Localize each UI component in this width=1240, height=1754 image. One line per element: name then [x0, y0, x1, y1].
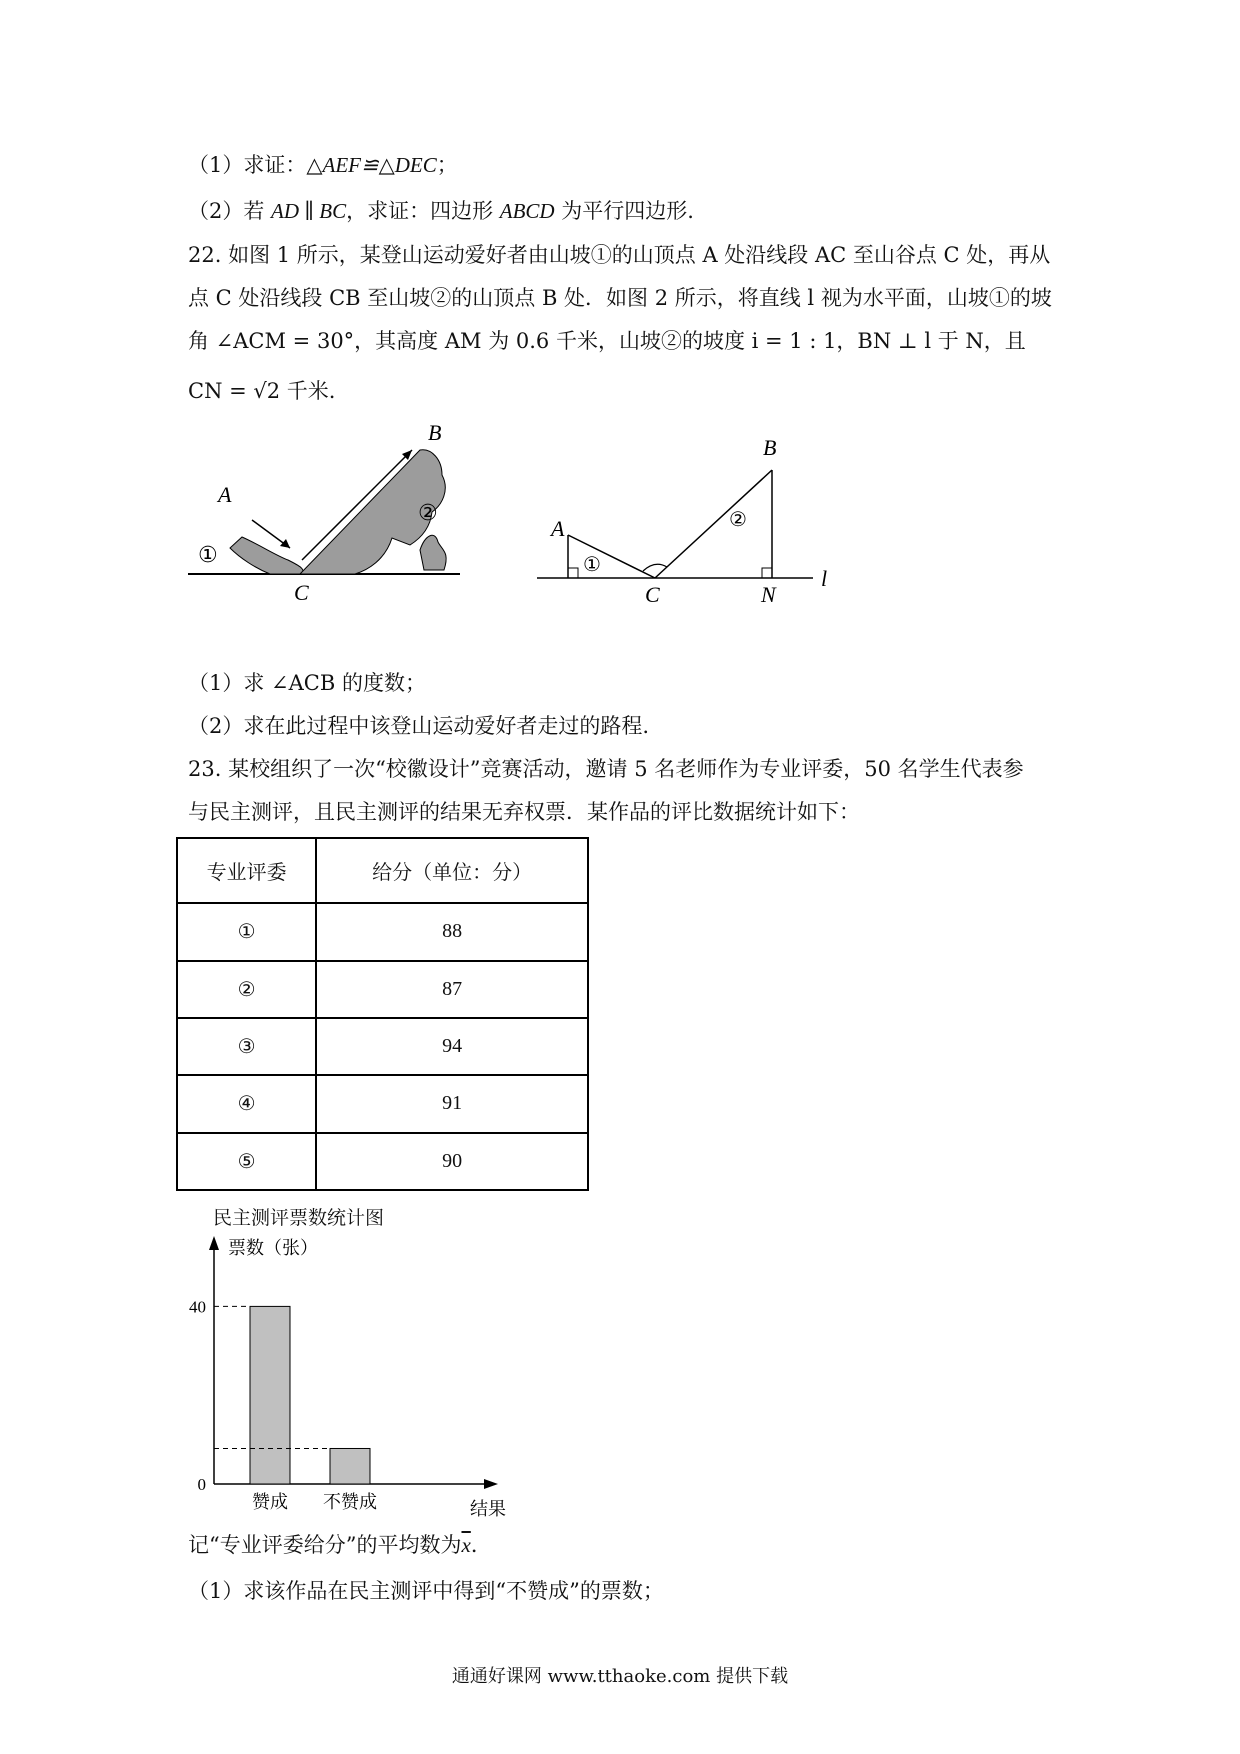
q22-line4: CN = √2 千米.: [188, 379, 336, 403]
fig2-label-c: C: [645, 582, 660, 607]
table-cell: ⑤: [177, 1133, 316, 1190]
fig1-slope1: ①: [198, 543, 218, 568]
y-tick-label: 40: [189, 1297, 206, 1317]
fig2-slope1: ①: [583, 552, 601, 576]
table-header: 给分（单位：分）: [316, 838, 588, 903]
score-table: [176, 837, 589, 1191]
fig2-label-a: A: [551, 516, 565, 541]
figure-2-geometry: [535, 430, 835, 610]
q22-part1: （1）求 ∠ACB 的度数；: [188, 671, 426, 695]
q21-part1: （1）求证：△AEF≌△DEC；: [188, 153, 458, 177]
figure-1-mountain: [180, 420, 480, 610]
fig2-label-n: N: [761, 582, 776, 607]
table-row: [177, 1018, 588, 1075]
category-label: 赞成: [252, 1492, 288, 1513]
y-tick-label: 0: [197, 1475, 206, 1494]
table-row: [177, 1075, 588, 1132]
q23-line2: 与民主测评，且民主测评的结果无弃权票．某作品的评比数据统计如下：: [188, 800, 860, 824]
table-row: [177, 961, 588, 1018]
table-cell: 91: [316, 1075, 588, 1132]
q23-line1: 23. 某校组织了一次“校徽设计”竞赛活动，邀请 5 名老师作为专业评委，50 名学生代表参: [188, 757, 1024, 781]
fig1-slope2: ②: [418, 501, 438, 526]
fig1-label-a: A: [218, 482, 232, 507]
q22-part2: （2）求在此过程中该登山运动爱好者走过的路程.: [188, 714, 650, 738]
bar: [330, 1448, 370, 1484]
fig1-label-c: C: [294, 580, 309, 605]
fig1-label-b: B: [428, 420, 442, 445]
x-axis-label: 结果: [470, 1499, 506, 1520]
chart-title: 民主测评票数统计图: [213, 1207, 385, 1229]
page-footer: 通通好课网 www.tthaoke.com 提供下载: [451, 1666, 789, 1687]
q23-part1: （1）求该作品在民主测评中得到“不赞成”的票数；: [188, 1579, 664, 1603]
table-row: [177, 903, 588, 960]
fig2-label-b: B: [763, 435, 777, 460]
q22-line1: 22. 如图 1 所示，某登山运动爱好者由山坡①的山顶点 A 处沿线段 AC 至山谷点 C 处，再从: [188, 243, 1051, 267]
vote-bar-chart: [180, 1232, 510, 1522]
y-axis-arrow: [209, 1236, 219, 1250]
fig2-label-l: l: [821, 566, 828, 591]
q22-line3: 角 ∠ACM = 30°，其高度 AM 为 0.6 千米，山坡②的坡度 i = 1 : 1，BN ⊥ l 于 N，且: [188, 329, 1026, 353]
y-axis-label: 票数（张）: [228, 1238, 318, 1259]
fig2-slope2: ②: [729, 507, 747, 531]
table-cell: ③: [177, 1018, 316, 1075]
table-header: 专业评委: [177, 838, 316, 903]
table-cell: 94: [316, 1018, 588, 1075]
table-cell: 87: [316, 961, 588, 1018]
table-cell: ①: [177, 903, 316, 960]
table-cell: ②: [177, 961, 316, 1018]
table-header-row: [177, 838, 588, 903]
table-cell: ④: [177, 1075, 316, 1132]
q21-part2: （2）若 AD ∥ BC，求证：四边形 ABCD 为平行四边形.: [188, 199, 694, 223]
q22-line2: 点 C 处沿线段 CB 至山坡②的山顶点 B 处．如图 2 所示，将直线 l 视为水平面，山坡①的坡: [188, 286, 1052, 310]
table-cell: 88: [316, 903, 588, 960]
bar: [250, 1306, 290, 1484]
x-axis-arrow: [484, 1479, 498, 1489]
table-row: [177, 1133, 588, 1190]
q23-note: 记“专业评委给分”的平均数为$\overline{x}$．: [188, 1533, 492, 1557]
table-cell: 90: [316, 1133, 588, 1190]
category-label: 不赞成: [323, 1492, 377, 1513]
